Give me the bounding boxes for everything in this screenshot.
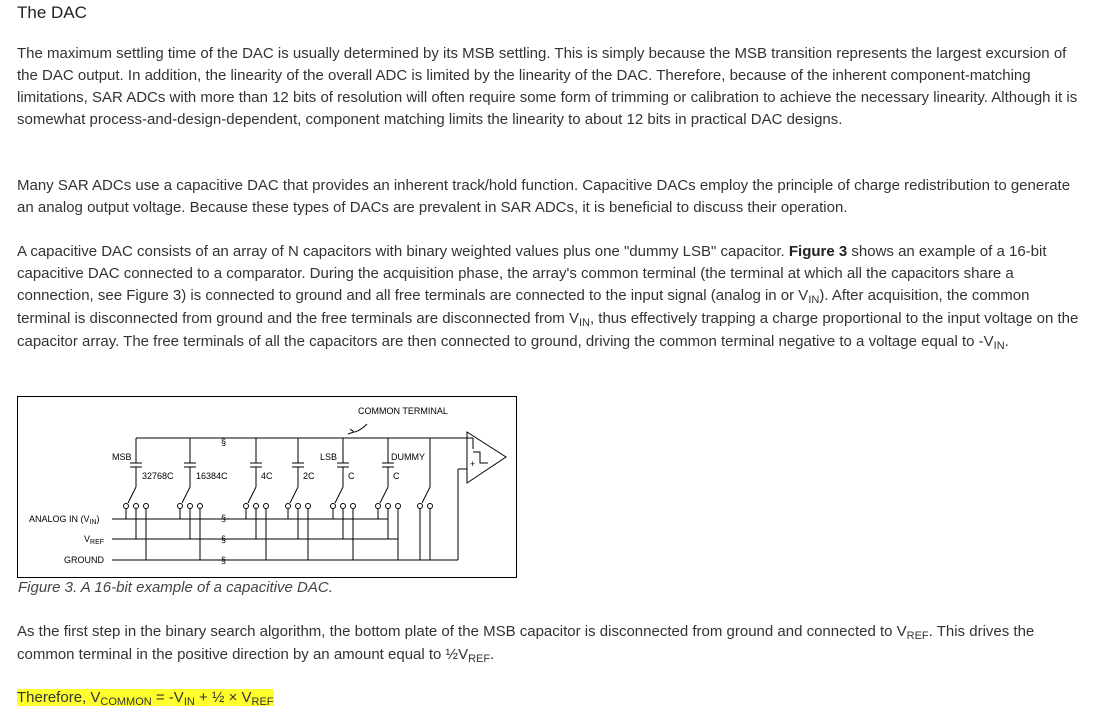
p3-sub-in-3: IN bbox=[993, 340, 1005, 352]
paragraph-settling: The maximum settling time of the DAC is usually determined by its MSB settling. This is simply because the MSB transition represents the largest excursion of the DAC output. In addition, the linearity of the overall ADC is limited by the linearity of the DAC. Therefore, because of the inherent component-matching limitations, SAR ADCs with more than 12 bits of resolution will often require some form of trimming or calibration to achieve the necessary linearity. Although it is somewhat process-and-design-dependent, component matching limits the linearity to about 12 bits in practical DAC designs. bbox=[17, 45, 1078, 128]
label-common-terminal: COMMON TERMINAL bbox=[358, 406, 448, 416]
label-cap-dummy-c: C bbox=[393, 471, 400, 481]
label-msb: MSB bbox=[112, 452, 132, 462]
paragraph-binary-search bbox=[17, 621, 1085, 667]
label-cap-16384c: 16384C bbox=[196, 471, 228, 481]
figure-3-capacitive-dac bbox=[17, 396, 517, 578]
label-analog-in: ANALOG IN $(V_{IN})$ bbox=[29, 514, 100, 526]
p4-text-b: . This drives the common terminal in the positive direction by an amount equal to ½V bbox=[17, 623, 1035, 663]
p4-text-a: As the first step in the binary search algorithm, the bottom plate of the MSB capacitor is disconnected from ground and connected to V bbox=[17, 623, 907, 640]
paragraph-capacitive-dac-operation bbox=[17, 241, 1085, 354]
highlighted-equation: Therefore, $V_{COMMON} = -V_{IN}$ + ½ × $V_{REF}$ bbox=[17, 689, 274, 708]
p4-sub-ref-2: REF bbox=[468, 653, 491, 665]
p3-text-d: , thus effectively trapping a charge proportional to the input voltage on the capacitor array. The free terminals of all the capacitors are then connected to ground, driving the common terminal negative to a voltage equal to -V bbox=[17, 310, 1079, 350]
section-title: The DAC bbox=[17, 3, 87, 22]
paragraph-capacitive-dac-intro: Many SAR ADCs use a capacitive DAC that provides an inherent track/hold function. Capacitive DACs employ the principle of charge redistribution to generate an analog output voltage. Because these types of DACs are prevalent in SAR ADCs, it is beneficial to discuss their operation. bbox=[17, 177, 1071, 216]
p3-sub-in-2: IN bbox=[578, 317, 590, 329]
dac-schematic bbox=[18, 397, 516, 577]
label-cap-4c: 4C bbox=[261, 471, 273, 481]
p3-sub-in-1: IN bbox=[808, 294, 820, 306]
comparator-plus-sign: + bbox=[470, 459, 476, 469]
label-cap-2c: 2C bbox=[303, 471, 315, 481]
figure-caption: Figure 3. A 16-bit example of a capacitive DAC. bbox=[18, 579, 333, 596]
label-ground: GROUND bbox=[64, 555, 104, 565]
p3-text-a: A capacitive DAC consists of an array of N capacitors with binary weighted values plus one "dummy LSB" capacitor. bbox=[17, 243, 789, 260]
label-cap-32768c: 32768C bbox=[142, 471, 174, 481]
svg-text:§: § bbox=[221, 437, 227, 447]
p3-text-c: ). After acquisition, the common terminal is disconnected from ground and the free terminals are disconnected from V bbox=[17, 287, 1030, 327]
label-vref: $V_{REF}$ bbox=[84, 534, 105, 546]
p3-text-e: . bbox=[1004, 333, 1009, 350]
label-lsb: LSB bbox=[320, 452, 338, 462]
paragraph-vcommon-equation bbox=[17, 687, 1085, 710]
label-cap-c: C bbox=[348, 471, 355, 481]
svg-text:§: § bbox=[221, 513, 227, 523]
label-dummy: DUMMY bbox=[391, 452, 425, 462]
svg-text:§: § bbox=[221, 534, 227, 544]
svg-text:§: § bbox=[221, 555, 227, 565]
p3-text-b: shows an example of a 16-bit capacitive DAC connected to a comparator. During the acquisition phase, the array's common terminal (the terminal at which all the capacitors share a connection, see Figure 3) is connected to ground and all free terminals are connected to the input signal (analog in or V bbox=[17, 243, 1047, 304]
p4-sub-ref-1: REF bbox=[906, 630, 929, 642]
figure-3-reference: Figure 3 bbox=[788, 243, 848, 260]
break-marks bbox=[221, 437, 226, 565]
p4-text-c: . bbox=[490, 646, 495, 663]
